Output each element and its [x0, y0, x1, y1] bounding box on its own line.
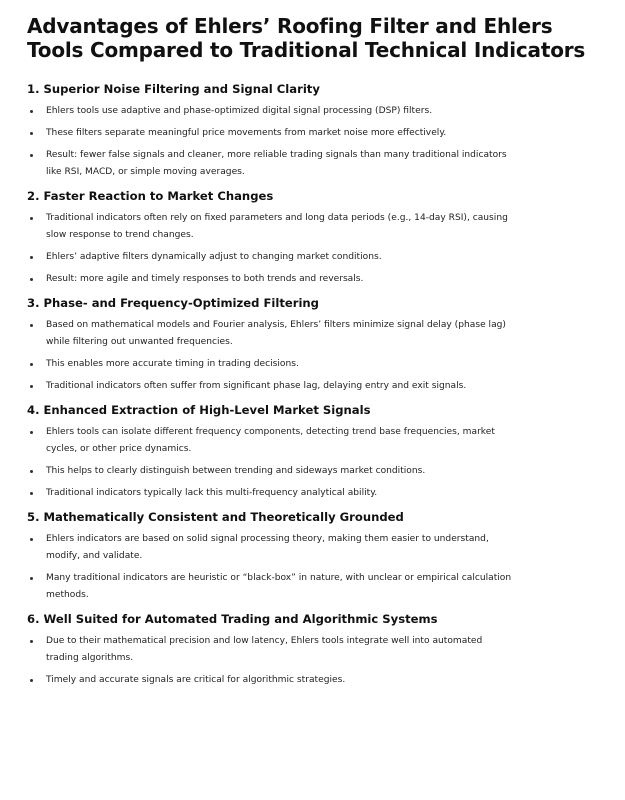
section-heading: 2. Faster Reaction to Market Changes: [27, 189, 274, 203]
list-item: Traditional indicators typically lack this multi-frequency analytical ability.: [27, 485, 516, 502]
list-item: Timely and accurate signals are critical for algorithmic strategies.: [27, 672, 516, 689]
list-item: Due to their mathematical precision and low latency, Ehlers tools integrate well into automated trading algorithms.: [27, 633, 516, 667]
bullet-list: [27, 633, 595, 689]
list-item: Result: more agile and timely responses to both trends and reversals.: [27, 271, 516, 288]
bullet-list: [27, 103, 595, 181]
list-item: Based on mathematical models and Fourier analysis, Ehlers’ filters minimize signal delay (phase lag) while filtering out unwanted frequencies.: [27, 317, 516, 351]
section-heading: 3. Phase- and Frequency-Optimized Filtering: [27, 296, 319, 310]
list-item: This enables more accurate timing in trading decisions.: [27, 356, 516, 373]
list-item: Ehlers indicators are based on solid signal processing theory, making them easier to understand, modify, and validate.: [27, 531, 516, 565]
list-item: These filters separate meaningful price movements from market noise more effectively.: [27, 125, 516, 142]
list-item: Traditional indicators often suffer from significant phase lag, delaying entry and exit signals.: [27, 378, 516, 395]
list-item: Many traditional indicators are heuristic or “black-box” in nature, with unclear or empirical calculation methods.: [27, 570, 516, 604]
bullet-list: [27, 317, 595, 395]
bullet-list: [27, 424, 595, 502]
page-title: Advantages of Ehlers’ Roofing Filter and Ehlers Tools Compared to Traditional Technical Indicators: [27, 14, 586, 62]
section-heading: 6. Well Suited for Automated Trading and Algorithmic Systems: [27, 612, 438, 626]
bullet-list: [27, 531, 595, 604]
list-item: Result: fewer false signals and cleaner, more reliable trading signals than many traditional indicators like RSI, MACD, or simple moving averages.: [27, 147, 516, 181]
list-item: Ehlers’ adaptive filters dynamically adjust to changing market conditions.: [27, 249, 516, 266]
list-item: Ehlers tools can isolate different frequency components, detecting trend base frequencies, market cycles, or other price dynamics.: [27, 424, 516, 458]
list-item: This helps to clearly distinguish between trending and sideways market conditions.: [27, 463, 516, 480]
section-theory: [27, 508, 595, 604]
section-signal-extraction: [27, 401, 595, 502]
section-noise-filtering: [27, 80, 595, 181]
section-phase-frequency: [27, 294, 595, 395]
section-automated-trading: [27, 610, 595, 689]
section-heading: 5. Mathematically Consistent and Theoretically Grounded: [27, 510, 404, 524]
list-item: Traditional indicators often rely on fixed parameters and long data periods (e.g., 14-day RSI), causing slow response to trend changes.: [27, 210, 516, 244]
section-heading: 1. Superior Noise Filtering and Signal Clarity: [27, 82, 320, 96]
list-item: Ehlers tools use adaptive and phase-optimized digital signal processing (DSP) filters.: [27, 103, 516, 120]
section-faster-reaction: [27, 187, 595, 288]
section-heading: 4. Enhanced Extraction of High-Level Market Signals: [27, 403, 371, 417]
bullet-list: [27, 210, 595, 288]
